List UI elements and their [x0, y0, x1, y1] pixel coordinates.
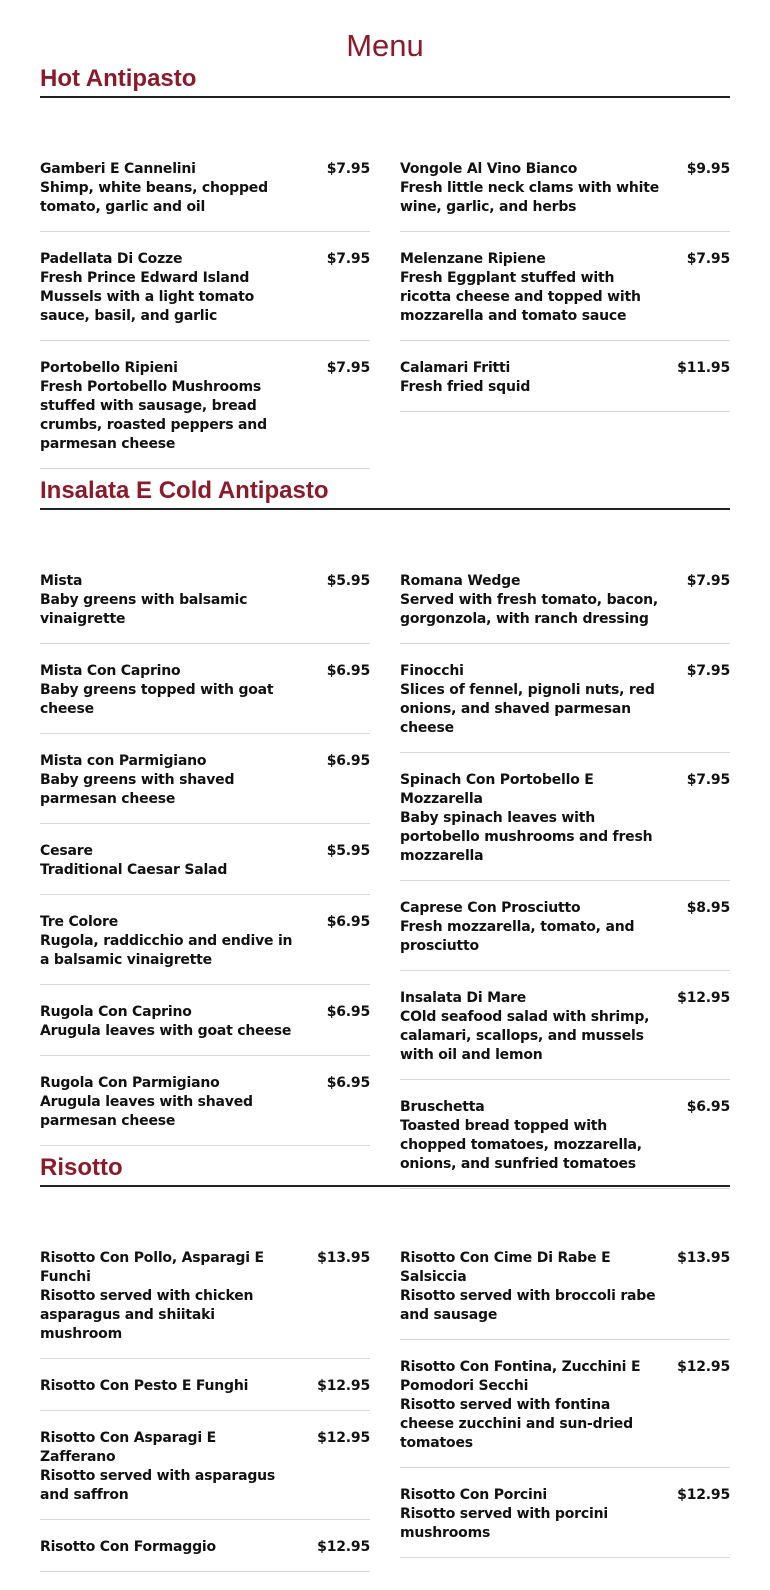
- menu-item-description: COld seafood salad with shrimp, calamari, scallops, and mussels with oil and lemon: [400, 1009, 650, 1063]
- menu-item-name: Vongole Al Vino Bianco: [400, 161, 578, 177]
- menu-item-description: Rugola, raddicchio and endive in a balsamic vinaigrette: [40, 933, 293, 968]
- menu-item-header: [40, 1429, 370, 1467]
- menu-item-description: Slices of fennel, pignoli nuts, red onions, and shaved parmesan cheese: [400, 682, 655, 736]
- menu-item: [40, 572, 370, 644]
- menu-item-name: Calamari Fritti: [400, 360, 511, 376]
- menu-item: [400, 1358, 730, 1468]
- menu-item: [40, 752, 370, 824]
- menu-item-description: Baby greens topped with goat cheese: [40, 682, 274, 717]
- section-title-hot-antipasto: Hot Antipasto: [40, 64, 730, 98]
- menu-item-name: Risotto Con Formaggio: [40, 1539, 216, 1555]
- menu-item-price: $13.95: [677, 1250, 730, 1266]
- menu-item-price: $12.95: [677, 1487, 730, 1503]
- menu-item: [400, 160, 730, 232]
- menu-item-description: Baby spinach leaves with portobello mushrooms and fresh mozzarella: [400, 810, 653, 864]
- menu-item: [400, 662, 730, 753]
- menu-item-description: Traditional Caesar Salad: [40, 862, 228, 878]
- menu-item-header: [400, 1249, 730, 1287]
- menu-item-name: Risotto Con Porcini: [400, 1487, 547, 1503]
- menu-item-description: Risotto served with porcini mushrooms: [400, 1506, 608, 1541]
- menu-item-header: [40, 160, 370, 179]
- menu-item-price: $6.95: [326, 753, 370, 769]
- menu-item-name: Mista Con Caprino: [40, 663, 181, 679]
- menu-item-name: Gamberi E Cannelini: [40, 161, 196, 177]
- menu-item-name: Risotto Con Cime Di Rabe E Salsiccia: [400, 1250, 611, 1285]
- menu-item: [400, 250, 730, 341]
- menu-item-description: Risotto served with broccoli rabe and sausage: [400, 1288, 656, 1323]
- menu-item-header: [40, 913, 370, 932]
- menu-item: [400, 359, 730, 412]
- menu-item-price: $11.95: [677, 360, 730, 376]
- menu-item-header: [40, 752, 370, 771]
- menu-item-description: Served with fresh tomato, bacon, gorgonzola, with ranch dressing: [400, 592, 659, 627]
- menu-item-description: Risotto served with asparagus and saffron: [40, 1468, 276, 1503]
- menu-item: [40, 1377, 370, 1411]
- menu-item-name: Mista: [40, 573, 83, 589]
- menu-item: [40, 359, 370, 469]
- menu-item-price: $7.95: [326, 161, 370, 177]
- menu-section-risotto: [40, 1153, 730, 1590]
- menu-item-header: [400, 662, 730, 681]
- menu-item-header: [40, 842, 370, 861]
- menu-item-header: [40, 1538, 370, 1557]
- menu-item-price: $9.95: [686, 161, 730, 177]
- menu-item-header: [400, 359, 730, 378]
- menu-item-price: $7.95: [686, 772, 730, 788]
- menu-column-left: [40, 160, 370, 487]
- menu-item: [400, 1249, 730, 1340]
- menu-item-description: Shimp, white beans, chopped tomato, garlic and oil: [40, 180, 268, 215]
- menu-item-description: Risotto served with fontina cheese zucchini and sun-dried tomatoes: [400, 1397, 633, 1451]
- menu-item-price: $5.95: [326, 573, 370, 589]
- menu-item-description: Baby greens with shaved parmesan cheese: [40, 772, 235, 807]
- menu-column-right: [400, 160, 730, 487]
- menu-item-description: Fresh Eggplant stuffed with ricotta cheese and topped with mozzarella and tomato sauce: [400, 270, 641, 324]
- menu-columns: [40, 160, 730, 487]
- menu-item-header: [400, 989, 730, 1008]
- menu-item-price: $12.95: [317, 1430, 370, 1446]
- menu-item-name: Rugola Con Parmigiano: [40, 1075, 220, 1091]
- menu-item-name: Insalata Di Mare: [400, 990, 527, 1006]
- menu-item-header: [400, 771, 730, 809]
- menu-item-name: Melenzane Ripiene: [400, 251, 546, 267]
- menu-item-price: $6.95: [326, 1075, 370, 1091]
- menu-item-name: Rugola Con Caprino: [40, 1004, 192, 1020]
- menu-item-name: Risotto Con Pesto E Funghi: [40, 1378, 249, 1394]
- menu-item-price: $6.95: [326, 914, 370, 930]
- menu-item: [400, 771, 730, 881]
- menu-item-header: [40, 1074, 370, 1093]
- menu-item-header: [400, 1358, 730, 1396]
- menu-item-header: [400, 1098, 730, 1117]
- menu-item: [40, 250, 370, 341]
- menu-item-header: [40, 359, 370, 378]
- menu-item: [40, 1003, 370, 1056]
- menu-item-description: Baby greens with balsamic vinaigrette: [40, 592, 248, 627]
- menu-column-right: [400, 572, 730, 1207]
- menu-item-description: Risotto served with chicken asparagus and shiitaki mushroom: [40, 1288, 254, 1342]
- menu-item-header: [400, 572, 730, 591]
- menu-item-name: Mista con Parmigiano: [40, 753, 207, 769]
- menu-column-right: [400, 1249, 730, 1590]
- menu-item-name: Bruschetta: [400, 1099, 485, 1115]
- menu-item: [400, 572, 730, 644]
- menu-item-price: $12.95: [317, 1539, 370, 1555]
- menu-column-left: [40, 572, 370, 1207]
- menu-item-header: [40, 1003, 370, 1022]
- menu-item: [400, 899, 730, 971]
- menu-item-price: $6.95: [686, 1099, 730, 1115]
- menu-item-price: $7.95: [326, 360, 370, 376]
- page-title: Menu: [346, 28, 424, 63]
- menu-item-header: [400, 250, 730, 269]
- menu-item: [40, 1074, 370, 1146]
- menu-item-price: $12.95: [317, 1378, 370, 1394]
- menu-item-price: $7.95: [686, 663, 730, 679]
- menu-item-header: [400, 160, 730, 179]
- menu-item-price: $7.95: [686, 573, 730, 589]
- menu-item: [400, 989, 730, 1080]
- menu-item: [40, 842, 370, 895]
- menu-item-name: Cesare: [40, 843, 93, 859]
- menu-item-name: Portobello Ripieni: [40, 360, 178, 376]
- menu-item: [40, 1429, 370, 1520]
- menu-item-price: $7.95: [326, 251, 370, 267]
- menu-item: [40, 662, 370, 734]
- menu-item-name: Risotto Con Pollo, Asparagi E Funchi: [40, 1250, 264, 1285]
- menu-section-hot-antipasto: [40, 64, 730, 487]
- menu-item-name: Tre Colore: [40, 914, 118, 930]
- section-title-risotto: Risotto: [40, 1153, 730, 1187]
- menu-item-header: [40, 1377, 370, 1396]
- section-title-insalata-e-cold-antipasto: Insalata E Cold Antipasto: [40, 476, 730, 510]
- menu-item-description: Arugula leaves with goat cheese: [40, 1023, 292, 1039]
- menu-item: [40, 160, 370, 232]
- menu-item-price: $12.95: [677, 1359, 730, 1375]
- menu-item: [400, 1486, 730, 1558]
- menu-item-header: [400, 899, 730, 918]
- menu-item-name: Risotto Con Fontina, Zucchini E Pomodori Secchi: [400, 1359, 641, 1394]
- menu-item-price: $13.95: [317, 1250, 370, 1266]
- menu-item-name: Risotto Con Asparagi E Zafferano: [40, 1430, 216, 1465]
- menu-item-name: Caprese Con Prosciutto: [400, 900, 581, 916]
- menu-columns: [40, 1249, 730, 1590]
- menu-item-name: Spinach Con Portobello E Mozzarella: [400, 772, 594, 807]
- menu-item-description: Arugula leaves with shaved parmesan cheese: [40, 1094, 253, 1129]
- menu-item-name: Finocchi: [400, 663, 464, 679]
- menu-item-description: Fresh fried squid: [400, 379, 531, 395]
- menu-item-header: [400, 1486, 730, 1505]
- menu-item-description: Toasted bread topped with chopped tomatoes, mozzarella, onions, and sunfried tomatoes: [400, 1118, 642, 1172]
- menu-item-price: $6.95: [326, 663, 370, 679]
- menu-item-header: [40, 572, 370, 591]
- menu-item-description: Fresh little neck clams with white wine, garlic, and herbs: [400, 180, 660, 215]
- menu-column-left: [40, 1249, 370, 1590]
- menu-section-insalata: [40, 476, 730, 1207]
- menu-item-price: $8.95: [686, 900, 730, 916]
- menu-item: [40, 913, 370, 985]
- menu-item: [40, 1249, 370, 1359]
- menu-item-description: Fresh Portobello Mushrooms stuffed with sausage, bread crumbs, roasted peppers and parmesan cheese: [40, 379, 267, 452]
- menu-item: [40, 1538, 370, 1572]
- menu-item-header: [40, 662, 370, 681]
- menu-item-price: $6.95: [326, 1004, 370, 1020]
- menu-item-name: Romana Wedge: [400, 573, 521, 589]
- menu-item-description: Fresh Prince Edward Island Mussels with a light tomato sauce, basil, and garlic: [40, 270, 255, 324]
- menu-columns: [40, 572, 730, 1207]
- menu-item-price: $5.95: [326, 843, 370, 859]
- menu-item-header: [40, 250, 370, 269]
- menu-item-description: Fresh mozzarella, tomato, and prosciutto: [400, 919, 635, 954]
- menu-item-name: Padellata Di Cozze: [40, 251, 183, 267]
- menu-item-price: $12.95: [677, 990, 730, 1006]
- menu-item-header: [40, 1249, 370, 1287]
- menu-item-price: $7.95: [686, 251, 730, 267]
